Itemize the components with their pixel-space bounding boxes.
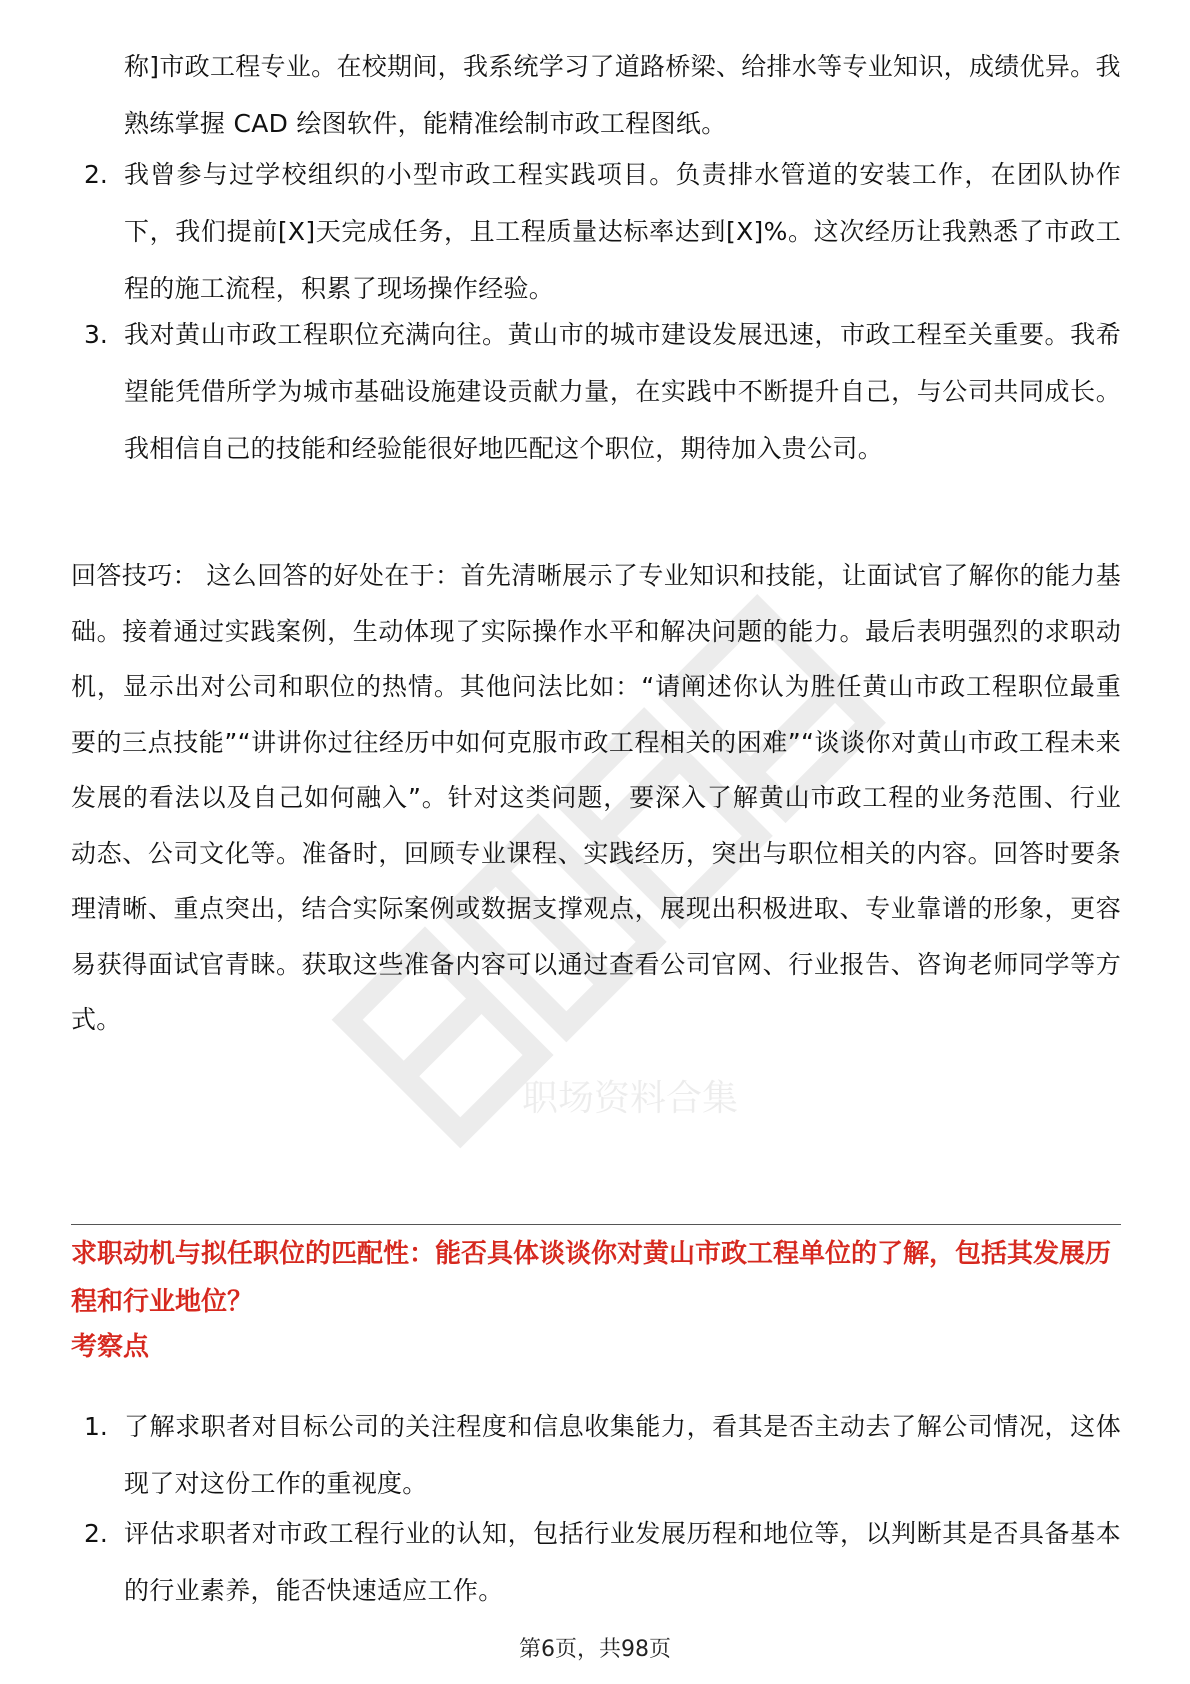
- list-item: [71, 306, 1121, 477]
- list-item-number: 2.: [84, 160, 108, 189]
- continued-item-text: 称]市政工程专业。在校期间，我系统学习了道路桥梁、给排水等专业知识，成绩优异。我熟练掌握 CAD 绘图软件，能精准绘制市政工程图纸。: [124, 52, 1121, 138]
- list-item-number: 2.: [84, 1519, 108, 1548]
- page-number: 第6页，共98页: [519, 1637, 671, 1662]
- watermark-text: 职场资料合集: [521, 1078, 739, 1119]
- list-item: [71, 146, 1121, 317]
- answer-tips-paragraph: [71, 548, 1121, 1048]
- continued-list-item: [71, 38, 1121, 152]
- list-item-text: 评估求职者对市政工程行业的认知，包括行业发展历程和地位等，以判断其是否具备基本的行业素养，能否快速适应工作。: [124, 1519, 1121, 1605]
- list-item-number: 1.: [84, 1412, 108, 1441]
- list-item-text: 我曾参与过学校组织的小型市政工程实践项目。负责排水管道的安装工作，在团队协作下，我们提前[X]天完成任务，且工程质量达标率达到[X]%。这次经历让我熟悉了市政工程的施工流程，积累了现场操作经验。: [124, 160, 1121, 303]
- answer-tips-text: 回答技巧： 这么回答的好处在于：首先清晰展示了专业知识和技能，让面试官了解你的能力基础。接着通过实践案例，生动体现了实际操作水平和解决问题的能力。最后表明强烈的求职动机，显示出对公司和职位的热情。其他问法比如：“请阐述你认为胜任黄山市政工程职位最重要的三点技能”“讲讲你过往经历中如何克服市政工程相关的困难”“谈谈你对黄山市政工程未来发展的看法以及自己如何融入”。针对这类问题，要深入了解黄山市政工程的业务范围、行业动态、公司文化等。准备时，回顾专业课程、实践经历，突出与职位相关的内容。回答时要条理清晰、重点突出，结合实际案例或数据支撑观点，展现出积极进取、专业靠谱的形象，更容易获得面试官青睐。获取这些准备内容可以通过查看公司官网、行业报告、咨询老师同学等方式。: [71, 561, 1121, 1034]
- list-item-text: 了解求职者对目标公司的关注程度和信息收集能力，看其是否主动去了解公司情况，这体现了对这份工作的重视度。: [124, 1412, 1121, 1498]
- list-item: [71, 1398, 1121, 1512]
- assessment-points-heading: 考察点: [71, 1332, 150, 1362]
- list-item-number: 3.: [84, 320, 108, 349]
- section-divider: [71, 1224, 1121, 1225]
- list-item-text: 我对黄山市政工程职位充满向往。黄山市的城市建设发展迅速，市政工程至关重要。我希望能凭借所学为城市基础设施建设贡献力量，在实践中不断提升自己，与公司共同成长。我相信自己的技能和经验能很好地匹配这个职位，期待加入贵公司。: [124, 320, 1121, 463]
- list-item: [71, 1505, 1121, 1619]
- question-title: 求职动机与拟任职位的匹配性：能否具体谈谈你对黄山市政工程单位的了解，包括其发展历程和行业地位？: [71, 1239, 1112, 1317]
